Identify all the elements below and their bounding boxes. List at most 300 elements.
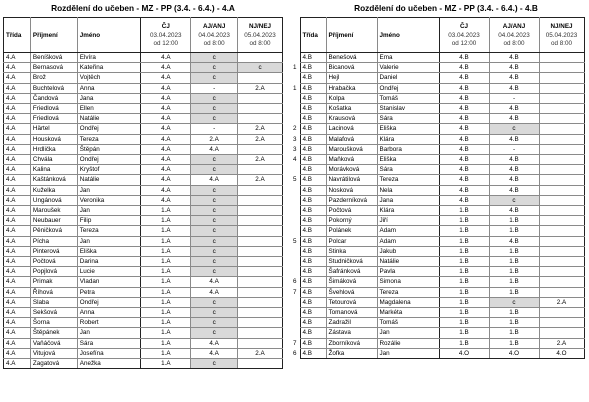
- cell-jmeno: Jana: [77, 93, 141, 103]
- cell-cj: 4.B: [439, 185, 489, 195]
- table-row: [287, 308, 584, 318]
- cell-cj: 4.A: [141, 93, 191, 103]
- cell-prijmeni: Pokorný: [326, 216, 377, 226]
- cell-aj: 1.B: [489, 318, 539, 328]
- cell-jmeno: Magdalena: [377, 297, 439, 307]
- table-row: [4, 359, 283, 369]
- cell-aj: c: [191, 206, 238, 216]
- cell-jmeno: Klára: [377, 206, 439, 216]
- cell-aj: 1.B: [489, 216, 539, 226]
- table-row: [4, 226, 283, 236]
- row-marker: 1: [292, 84, 297, 92]
- cell-aj: 4.B: [489, 114, 539, 124]
- page-title: Rozdělení do učeben - MZ - PP (3.4. - 6.4.) - 4.A: [51, 3, 235, 13]
- column-header-nj-label: NJ/NEJ: [550, 22, 573, 30]
- cell-aj: 4.B: [489, 185, 539, 195]
- table-row: [287, 206, 584, 216]
- cell-prijmeni: Malafová: [326, 134, 377, 144]
- cell-jmeno: Simona: [377, 277, 439, 287]
- cell-trida: 4.A: [4, 144, 31, 154]
- cell-prijmeni: Zborníková: [326, 338, 377, 348]
- column-header-cj: [439, 18, 489, 53]
- row-marker: [287, 226, 300, 236]
- table-row: [4, 195, 283, 205]
- table-row: [4, 338, 283, 348]
- cell-cj: 4.A: [141, 195, 191, 205]
- cell-aj: 4.B: [489, 73, 539, 83]
- table-row: [4, 246, 283, 256]
- cell-trida: 4.B: [300, 185, 326, 195]
- page-title: Rozdělení do učeben - MZ - PP (3.4. - 6.4.) - 4.B: [354, 3, 538, 13]
- cell-aj: 1.B: [489, 308, 539, 318]
- table-body-4b: [287, 53, 584, 359]
- cell-trida: 4.B: [300, 257, 326, 267]
- cell-trida: 4.B: [300, 267, 326, 277]
- cell-jmeno: Jan: [77, 328, 141, 338]
- cell-cj: 1.A: [141, 318, 191, 328]
- cell-jmeno: Natálie: [377, 257, 439, 267]
- table-row: [4, 144, 283, 154]
- cell-cj: 4.A: [141, 134, 191, 144]
- row-marker: [287, 195, 300, 205]
- cell-nj: [238, 165, 283, 175]
- table-row: [4, 348, 283, 358]
- cell-jmeno: Ema: [377, 53, 439, 63]
- cell-jmeno: Jan: [77, 185, 141, 195]
- cell-cj: 1.B: [439, 216, 489, 226]
- cell-trida: 4.B: [300, 226, 326, 236]
- cell-nj: c: [238, 63, 283, 73]
- cell-cj: 4.A: [141, 124, 191, 134]
- cell-cj: 4.A: [141, 155, 191, 165]
- row-marker: [287, 114, 300, 124]
- cell-nj: [539, 226, 584, 236]
- table-row: [287, 93, 584, 103]
- table-row: [287, 124, 584, 134]
- cell-aj: -: [191, 83, 238, 93]
- cell-jmeno: Tomáš: [377, 318, 439, 328]
- cell-aj: c: [191, 93, 238, 103]
- cell-cj: 4.B: [439, 134, 489, 144]
- table-row: [287, 144, 584, 154]
- cell-trida: 4.B: [300, 114, 326, 124]
- cell-prijmeni: Ungánová: [30, 195, 77, 205]
- cell-prijmeni: Bicanová: [326, 63, 377, 73]
- cell-jmeno: Pavla: [377, 267, 439, 277]
- cell-jmeno: Ondřej: [77, 124, 141, 134]
- cell-nj: [238, 287, 283, 297]
- cell-jmeno: Ondřej: [377, 83, 439, 93]
- cell-jmeno: Lucie: [77, 267, 141, 277]
- cell-nj: [238, 216, 283, 226]
- table-row: [287, 53, 584, 63]
- table-row: [287, 185, 584, 195]
- cell-aj: c: [191, 267, 238, 277]
- cell-aj: 4.B: [489, 175, 539, 185]
- row-marker: [287, 185, 300, 195]
- cell-trida: 4.B: [300, 338, 326, 348]
- cell-aj: 4.A: [191, 348, 238, 358]
- cell-aj: c: [489, 297, 539, 307]
- cell-jmeno: Josefína: [77, 348, 141, 358]
- row-marker: [287, 297, 300, 307]
- cell-aj: c: [489, 195, 539, 205]
- cell-trida: 4.B: [300, 195, 326, 205]
- cell-prijmeni: Tetourová: [326, 297, 377, 307]
- cell-prijmeni: Šorna: [30, 318, 77, 328]
- row-marker: 7: [292, 288, 297, 296]
- table-row: [287, 134, 584, 144]
- panel-4b: [287, 0, 586, 359]
- table-row: [4, 328, 283, 338]
- cell-prijmeni: Popjlová: [30, 267, 77, 277]
- table-row: [287, 267, 584, 277]
- column-header-cj-label: ČJ: [161, 22, 170, 30]
- table-row: [287, 165, 584, 175]
- cell-trida: 4.A: [4, 267, 31, 277]
- row-marker: [287, 308, 300, 318]
- cell-jmeno: Jan: [77, 236, 141, 246]
- row-marker: 5: [292, 237, 297, 245]
- table-row: [4, 297, 283, 307]
- cell-nj: 2.A: [238, 155, 283, 165]
- cell-jmeno: Kryštof: [77, 165, 141, 175]
- cell-nj: [539, 155, 584, 165]
- cell-trida: 4.B: [300, 328, 326, 338]
- cell-jmeno: Anežka: [77, 359, 141, 369]
- table-row: [287, 155, 584, 165]
- table-row: [287, 246, 584, 256]
- table-row: [287, 114, 584, 124]
- cell-prijmeni: Vaňáčová: [30, 338, 77, 348]
- cell-aj: c: [191, 114, 238, 124]
- cell-prijmeni: Kaštánková: [30, 175, 77, 185]
- cell-trida: 4.A: [4, 246, 31, 256]
- cell-prijmeni: Polánek: [326, 226, 377, 236]
- cell-nj: [238, 114, 283, 124]
- cell-cj: 4.B: [439, 104, 489, 114]
- cell-cj: 1.A: [141, 236, 191, 246]
- cell-prijmeni: Maňková: [326, 155, 377, 165]
- cell-prijmeni: Vitujová: [30, 348, 77, 358]
- cell-nj: [539, 144, 584, 154]
- row-marker: [287, 104, 300, 114]
- cell-aj: 1.B: [489, 226, 539, 236]
- cell-cj: 4.A: [141, 53, 191, 63]
- cell-cj: 4.A: [141, 144, 191, 154]
- cell-cj: 1.A: [141, 287, 191, 297]
- cell-jmeno: Klára: [377, 134, 439, 144]
- cell-jmeno: Jakub: [377, 246, 439, 256]
- cell-nj: 4.O: [539, 348, 584, 358]
- cell-aj: c: [191, 104, 238, 114]
- cell-jmeno: Filip: [77, 216, 141, 226]
- cell-jmeno: Anna: [77, 308, 141, 318]
- cell-prijmeni: Härtel: [30, 124, 77, 134]
- cell-aj: 4.A: [191, 287, 238, 297]
- table-row: [287, 195, 584, 205]
- column-header-aj-label: AJ/ANJ: [502, 22, 526, 30]
- cell-jmeno: Natálie: [77, 175, 141, 185]
- cell-trida: 4.B: [300, 144, 326, 154]
- column-header-aj-time: od 8:00: [503, 39, 525, 47]
- cell-jmeno: Tereza: [377, 175, 439, 185]
- table-row: [4, 93, 283, 103]
- cell-cj: 4.B: [439, 195, 489, 205]
- cell-trida: 4.B: [300, 134, 326, 144]
- cell-cj: 1.A: [141, 308, 191, 318]
- allocation-table-4a: [3, 17, 283, 369]
- column-header-cj-time: od 12:00: [153, 39, 179, 47]
- cell-prijmeni: Polcar: [326, 236, 377, 246]
- cell-trida: 4.B: [300, 246, 326, 256]
- cell-cj: 1.A: [141, 246, 191, 256]
- cell-trida: 4.A: [4, 124, 31, 134]
- cell-trida: 4.B: [300, 216, 326, 226]
- cell-trida: 4.A: [4, 348, 31, 358]
- cell-trida: 4.A: [4, 195, 31, 205]
- cell-prijmeni: Pazderníková: [326, 195, 377, 205]
- cell-jmeno: Veronika: [77, 195, 141, 205]
- table-row: [4, 206, 283, 216]
- cell-nj: [539, 93, 584, 103]
- column-header-aj-time: od 8:00: [203, 39, 225, 47]
- cell-nj: [539, 318, 584, 328]
- cell-trida: 4.A: [4, 287, 31, 297]
- cell-aj: 1.B: [489, 338, 539, 348]
- row-marker: 6: [292, 349, 297, 357]
- cell-aj: 4.B: [489, 104, 539, 114]
- cell-trida: 4.B: [300, 206, 326, 216]
- cell-trida: 4.A: [4, 338, 31, 348]
- cell-nj: [539, 277, 584, 287]
- cell-cj: 1.B: [439, 328, 489, 338]
- table-row: [4, 175, 283, 185]
- cell-jmeno: Elvíra: [77, 53, 141, 63]
- cell-prijmeni: Tomanová: [326, 308, 377, 318]
- cell-nj: [238, 267, 283, 277]
- cell-aj: c: [191, 246, 238, 256]
- cell-jmeno: Štěpán: [77, 144, 141, 154]
- cell-prijmeni: Friedlová: [30, 104, 77, 114]
- column-header-aj-date: 04.04.2023: [498, 31, 530, 39]
- row-marker: 4: [292, 156, 297, 164]
- table-row: [4, 104, 283, 114]
- cell-cj: 1.A: [141, 267, 191, 277]
- cell-jmeno: Jana: [377, 195, 439, 205]
- cell-nj: [539, 236, 584, 246]
- cell-trida: 4.A: [4, 165, 31, 175]
- table-row: [287, 338, 584, 348]
- cell-nj: [539, 195, 584, 205]
- cell-trida: 4.B: [300, 93, 326, 103]
- cell-jmeno: Jan: [377, 348, 439, 358]
- cell-aj: 4.B: [489, 83, 539, 93]
- row-marker: [287, 267, 300, 277]
- cell-jmeno: Ondřej: [77, 297, 141, 307]
- cell-nj: [539, 257, 584, 267]
- cell-aj: 1.B: [489, 287, 539, 297]
- cell-prijmeni: Krausová: [326, 114, 377, 124]
- cell-cj: 4.A: [141, 165, 191, 175]
- cell-nj: [238, 338, 283, 348]
- column-header-nj-time: od 8:00: [550, 39, 572, 47]
- cell-prijmeni: Chvála: [30, 155, 77, 165]
- cell-trida: 4.A: [4, 134, 31, 144]
- cell-prijmeni: Kuželka: [30, 185, 77, 195]
- cell-prijmeni: Šimáková: [326, 277, 377, 287]
- cell-prijmeni: Nosková: [326, 185, 377, 195]
- cell-nj: [238, 226, 283, 236]
- table-row: [287, 297, 584, 307]
- cell-nj: [539, 185, 584, 195]
- cell-prijmeni: Šafránková: [326, 267, 377, 277]
- cell-jmeno: Sára: [77, 338, 141, 348]
- cell-nj: [539, 308, 584, 318]
- cell-nj: [539, 134, 584, 144]
- cell-nj: [238, 53, 283, 63]
- cell-nj: [539, 63, 584, 73]
- cell-trida: 4.B: [300, 318, 326, 328]
- cell-aj: c: [191, 236, 238, 246]
- table-row: [287, 348, 584, 358]
- cell-aj: -: [489, 144, 539, 154]
- cell-aj: 4.A: [191, 144, 238, 154]
- table-row: [287, 175, 584, 185]
- cell-trida: 4.B: [300, 236, 326, 246]
- cell-nj: [238, 93, 283, 103]
- column-header-trida: Třída: [4, 18, 31, 53]
- cell-aj: 4.B: [489, 206, 539, 216]
- cell-trida: 4.A: [4, 206, 31, 216]
- cell-jmeno: Natálie: [77, 114, 141, 124]
- cell-nj: [539, 175, 584, 185]
- cell-prijmeni: Čandová: [30, 93, 77, 103]
- cell-jmeno: Ellen: [77, 104, 141, 114]
- cell-aj: c: [191, 63, 238, 73]
- cell-nj: 2.A: [238, 83, 283, 93]
- column-header-nj-label: NJ/NEJ: [249, 22, 272, 30]
- table-header-row: [4, 18, 283, 53]
- cell-aj: 2.A: [191, 134, 238, 144]
- cell-cj: 4.B: [439, 53, 489, 63]
- table-header-row: [287, 18, 584, 53]
- cell-aj: c: [191, 165, 238, 175]
- row-marker: [287, 206, 300, 216]
- cell-prijmeni: Zástava: [326, 328, 377, 338]
- table-row: [4, 318, 283, 328]
- cell-aj: c: [191, 216, 238, 226]
- cell-cj: 4.B: [439, 63, 489, 73]
- cell-trida: 4.B: [300, 104, 326, 114]
- cell-trida: 4.A: [4, 93, 31, 103]
- cell-trida: 4.B: [300, 175, 326, 185]
- cell-cj: 1.B: [439, 267, 489, 277]
- cell-aj: 1.B: [489, 267, 539, 277]
- cell-prijmeni: Beníšková: [30, 53, 77, 63]
- cell-jmeno: Stanislav: [377, 104, 439, 114]
- cell-trida: 4.B: [300, 124, 326, 134]
- row-marker: [287, 53, 300, 63]
- cell-nj: 2.A: [539, 338, 584, 348]
- cell-jmeno: Barbora: [377, 144, 439, 154]
- cell-cj: 1.A: [141, 216, 191, 226]
- cell-prijmeni: Morávková: [326, 165, 377, 175]
- table-row: [287, 216, 584, 226]
- table-row: [4, 83, 283, 93]
- cell-aj: 4.B: [489, 63, 539, 73]
- table-row: [4, 216, 283, 226]
- cell-aj: 4.A: [191, 338, 238, 348]
- cell-jmeno: Adam: [377, 236, 439, 246]
- cell-jmeno: Eliška: [77, 246, 141, 256]
- cell-nj: 2.A: [238, 124, 283, 134]
- cell-jmeno: Valerie: [377, 63, 439, 73]
- cell-trida: 4.A: [4, 216, 31, 226]
- cell-jmeno: Anna: [77, 83, 141, 93]
- cell-trida: 4.A: [4, 53, 31, 63]
- cell-jmeno: Daniel: [377, 73, 439, 83]
- column-header-aj-date: 04.04.2023: [198, 31, 230, 39]
- cell-nj: [539, 206, 584, 216]
- cell-nj: 2.A: [539, 297, 584, 307]
- cell-aj: c: [191, 308, 238, 318]
- table-row: [4, 257, 283, 267]
- cell-prijmeni: Košatka: [326, 104, 377, 114]
- cell-trida: 4.A: [4, 257, 31, 267]
- cell-cj: 1.B: [439, 246, 489, 256]
- cell-prijmeni: Primak: [30, 277, 77, 287]
- cell-cj: 1.B: [439, 338, 489, 348]
- cell-prijmeni: Zadražil: [326, 318, 377, 328]
- table-row: [4, 185, 283, 195]
- cell-jmeno: Nela: [377, 185, 439, 195]
- cell-aj: c: [191, 226, 238, 236]
- cell-nj: [238, 144, 283, 154]
- cell-nj: [238, 257, 283, 267]
- cell-aj: c: [191, 195, 238, 205]
- cell-prijmeni: Počtová: [326, 206, 377, 216]
- cell-prijmeni: Maroušek: [30, 206, 77, 216]
- cell-nj: 2.A: [238, 175, 283, 185]
- row-marker: 6: [292, 278, 297, 286]
- cell-jmeno: Darina: [77, 257, 141, 267]
- cell-cj: 4.A: [141, 175, 191, 185]
- cell-aj: c: [191, 328, 238, 338]
- table-row: [4, 277, 283, 287]
- column-header-nj: [238, 18, 283, 53]
- column-header-trida: Třída: [300, 18, 326, 53]
- cell-prijmeni: Žofka: [326, 348, 377, 358]
- cell-trida: 4.B: [300, 53, 326, 63]
- cell-cj: 1.B: [439, 308, 489, 318]
- cell-prijmeni: Pěničková: [30, 226, 77, 236]
- cell-cj: 4.A: [141, 73, 191, 83]
- cell-prijmeni: Zagatová: [30, 359, 77, 369]
- row-marker: 5: [292, 176, 297, 184]
- cell-jmeno: Vladan: [77, 277, 141, 287]
- cell-prijmeni: Bernasová: [30, 63, 77, 73]
- table-row: [287, 63, 584, 73]
- cell-cj: 1.B: [439, 318, 489, 328]
- row-marker: 1: [292, 64, 297, 72]
- cell-nj: [238, 308, 283, 318]
- cell-nj: [238, 104, 283, 114]
- cell-trida: 4.B: [300, 155, 326, 165]
- column-header-jmeno: Jméno: [77, 18, 141, 53]
- cell-nj: [238, 73, 283, 83]
- cell-aj: 4.A: [191, 175, 238, 185]
